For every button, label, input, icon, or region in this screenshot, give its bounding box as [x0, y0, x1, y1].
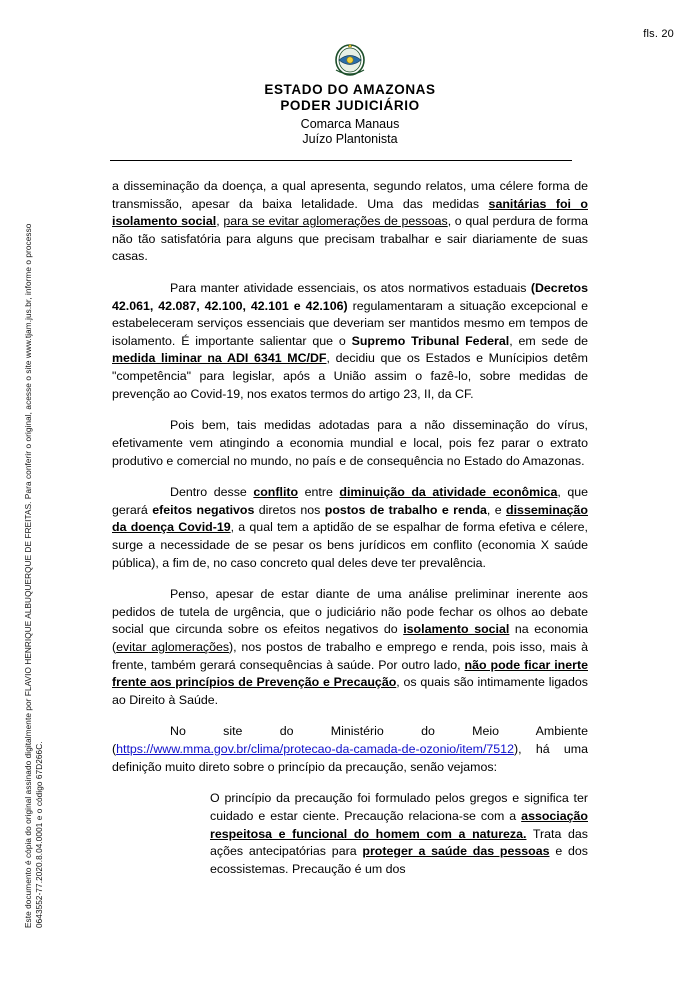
p4-underline-conflito: conflito: [253, 485, 299, 500]
p1-text-c: ,: [216, 214, 224, 229]
p1-underline-d: para se evitar aglomerações de pessoas: [223, 214, 448, 229]
q1-text-e: e dos ecossistemas. Precaução é um dos: [210, 844, 588, 876]
paragraph-2: [112, 280, 588, 403]
p5-text-e: ), nos postos de trabalho e emprego e renda, pois isso, mais à frente, também gerará consequências à saúde. Por outro lado,: [112, 640, 588, 672]
p6-text-b: ), há uma definição muito direto sobre o princípio da precaução, senão vejamos:: [112, 742, 588, 774]
p4-text-g: diretos nos: [254, 502, 325, 517]
p2-text-a: Para manter atividade essenciais, os atos normativos estaduais: [170, 281, 531, 296]
p5-text-g: , os quais são intimamente ligados ao Direito à Saúde.: [112, 675, 588, 707]
p4-bold-postos: postos de trabalho e renda: [324, 502, 487, 517]
p4-underline-economica: diminuição da atividade econômica: [339, 485, 558, 500]
q1-underline-associacao: associação respeitosa e funcional do homem com a natureza.: [210, 808, 588, 841]
p2-text-c: regulamentaram a situação excepcional e estabeleceram serviços essenciais que deveriam ser mantidos mesmo em tempos de isolamento. É importante salientar que o: [112, 298, 588, 348]
p5-text-a: Penso, apesar de estar diante de uma análise preliminar inerente aos pedidos de tutela de urgência, que o judiciário não pode fechar os olhos ao debate social que circunda sobre os efeitos negativos do: [112, 587, 588, 637]
paragraph-4: [112, 484, 588, 572]
p4-underline-disseminacao: disseminação da doença Covid-19: [112, 502, 589, 535]
paragraph-5: [112, 586, 588, 709]
p1-underline-b: sanitárias foi o isolamento social: [112, 196, 588, 229]
coat-of-arms-icon: [330, 40, 370, 80]
header-divider: [110, 160, 572, 161]
p5-underline-evitar: evitar aglomerações: [116, 640, 230, 655]
p4-text-k: , a qual tem a aptidão de se espalhar de forma efetiva e célere, surge a necessidade de se pesar os bens jurídicos em conflito (economia X saúde pública), a fim de, no caso concreto qual deles deve ter prevalência.: [112, 520, 588, 570]
header-comarca: Comarca Manaus: [300, 116, 400, 131]
p2-bold-stf: Supremo Tribunal Federal: [351, 333, 510, 348]
signature-stamp-line-1: Este documento é cópia do original assinado digitalmente por FLAVIO HENRIQUE ALBUQUERQUE DE FREITAS. Para conferir o original, acesse o site www.tjam.jus.br, informe o processo: [24, 223, 33, 928]
document-body: [112, 178, 588, 878]
p4-text-i: , e: [486, 502, 507, 517]
p4-text-a: Dentro desse: [170, 485, 254, 500]
q1-underline-proteger: proteger a saúde das pessoas: [362, 844, 550, 859]
header-branch: PODER JUDICIÁRIO: [280, 98, 420, 114]
signature-stamp-line-2: 0643552-77.2020.8.04.0001 e o código 67D266C.: [35, 741, 44, 928]
p2-text-g: , decidiu que os Estados e Munícipios detêm "competência" para legislar, após a União assim o fazê-lo, sobre medidas de prevenção ao Covid-19, nos exatos termos do artigo 23, II, da CF.: [112, 351, 588, 401]
folio-number: fls. 20: [643, 28, 674, 40]
mma-site-link[interactable]: https://www.mma.gov.br/clima/protecao-da-camada-de-ozonio/item/7512: [116, 742, 514, 757]
paragraph-6: [112, 723, 588, 776]
document-header: [0, 82, 700, 147]
p4-text-c: entre: [298, 485, 340, 500]
p2-bold-decretos: (Decretos 42.061, 42.087, 42.100, 42.101 e 42.106): [112, 281, 588, 313]
q1-text-a: O princípio da precaução foi formulado pelos gregos e significa ter cuidado e estar ciente. Precaução relaciona-se com a: [210, 791, 588, 823]
p4-text-e: , que gerará: [112, 485, 588, 517]
p2-underline-adi: medida liminar na ADI 6341 MC/DF: [112, 351, 327, 366]
quotation-block: [210, 790, 588, 878]
p5-text-c: na economia (: [112, 622, 589, 655]
p1-text-a: a disseminação da doença, a qual apresenta, segundo relatos, uma célere forma de transmissão, apesar da baixa letalidade. Uma das medidas: [112, 179, 588, 211]
header-state: ESTADO DO AMAZONAS: [264, 82, 436, 97]
paragraph-3: Pois bem, tais medidas adotadas para a não disseminação do vírus, efetivamente vem atingindo a economia mundial e local, pois fez parar o extrato produtivo e comercial no mundo, no país e de consequência no Estado do Amazonas.: [112, 418, 588, 468]
p5-underline-isolamento: isolamento social: [403, 622, 510, 637]
paragraph-1: [112, 178, 588, 266]
p6-text-a: No site do Ministério do Meio Ambiente (: [112, 724, 588, 757]
digital-signature-stamp: [10, 0, 44, 990]
p5-underline-principios: não pode ficar inerte frente aos princípios de Prevenção e Precaução: [112, 657, 588, 690]
p1-text-e: , o qual perdura de forma não tão satisfatória para alguns que precisam trabalhar e sair diariamente de suas casas.: [112, 214, 588, 264]
header-court: Juízo Plantonista: [302, 132, 398, 147]
p2-text-e: , em sede de: [509, 333, 588, 348]
p4-bold-efeitos: efeitos negativos: [152, 502, 255, 517]
q1-text-c: Trata das ações antecipatórias para: [210, 826, 588, 859]
